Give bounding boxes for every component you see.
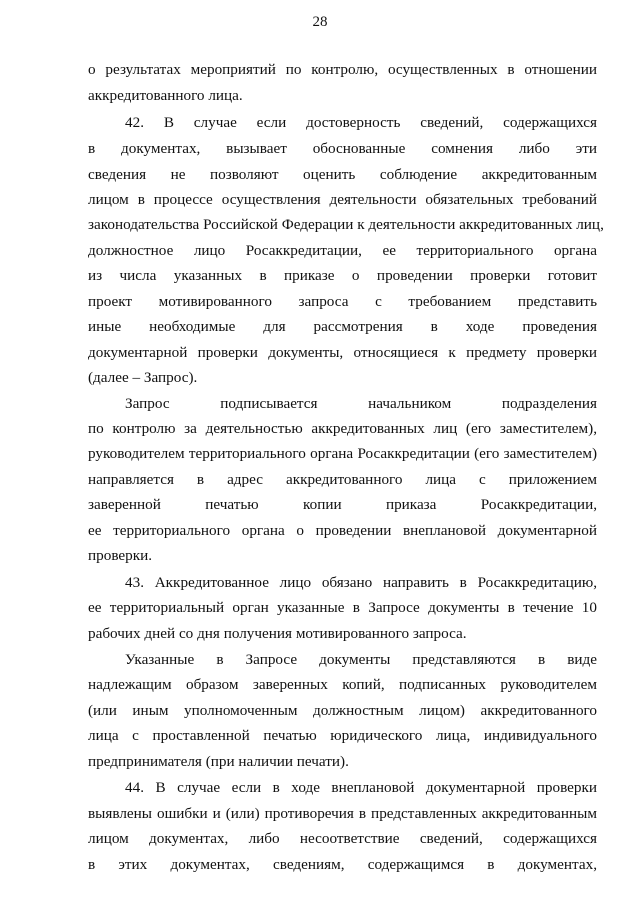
- text-line: выявлены ошибки и (или) противоречия в представленных аккредитованным: [88, 805, 597, 822]
- text-line: о результатах мероприятий по контролю, осуществленных в отношении: [88, 61, 597, 78]
- text-line: Запрос подписывается начальником подразделения: [125, 395, 597, 412]
- text-line: лица с проставленной печатью юридического лица, индивидуального: [88, 727, 597, 744]
- text-line: 42. В случае если достоверность сведений, содержащихся: [125, 114, 597, 131]
- text-line: (далее – Запрос).: [88, 369, 198, 386]
- text-line: проект мотивированного запроса с требованием представить: [88, 293, 597, 310]
- text-line: сведения не позволяют оценить соблюдение аккредитованным: [88, 166, 597, 183]
- text-line: ее территориального органа о проведении внеплановой документарной: [88, 522, 597, 539]
- text-line: 43. Аккредитованное лицо обязано направить в Росаккредитацию,: [125, 574, 597, 591]
- text-line: Указанные в Запросе документы представляются в виде: [125, 651, 597, 668]
- text-line: аккредитованного лица.: [88, 87, 243, 104]
- text-line: предпринимателя (при наличии печати).: [88, 753, 349, 770]
- text-line: (или иным уполномоченным должностным лицом) аккредитованного: [88, 702, 597, 719]
- text-line: по контролю за деятельностью аккредитованных лиц (его заместителем),: [88, 420, 597, 437]
- page-number: 28: [312, 14, 328, 30]
- text-line: документарной проверки документы, относящиеся к предмету проверки: [88, 344, 597, 361]
- text-line: в этих документах, сведениям, содержащимся в документах,: [88, 856, 597, 873]
- text-line: заверенной печатью копии приказа Росаккредитации,: [88, 496, 597, 513]
- text-line: в документах, вызывает обоснованные сомнения либо эти: [88, 140, 597, 157]
- text-line: ее территориальный орган указанные в Запросе документы в течение 10: [88, 599, 597, 616]
- text-line: должностное лицо Росаккредитации, ее территориального органа: [88, 242, 597, 259]
- text-line: руководителем территориального органа Росаккредитации (его заместителем): [88, 445, 597, 462]
- text-line: направляется в адрес аккредитованного лица с приложением: [88, 471, 597, 488]
- text-line: лицом в процессе осуществления деятельности обязательных требований: [88, 191, 597, 208]
- text-line: надлежащим образом заверенных копий, подписанных руководителем: [88, 676, 597, 693]
- text-line: лицом документах, либо несоответствие сведений, содержащихся: [88, 830, 597, 847]
- text-line: из числа указанных в приказе о проведении проверки готовит: [88, 267, 597, 284]
- text-line: иные необходимые для рассмотрения в ходе проведения: [88, 318, 597, 335]
- text-line: законодательства Российской Федерации к деятельности аккредитованных лиц,: [88, 216, 604, 233]
- text-line: проверки.: [88, 547, 153, 564]
- text-line: 44. В случае если в ходе внеплановой документарной проверки: [125, 779, 597, 796]
- text-line: рабочих дней со дня получения мотивированного запроса.: [88, 625, 467, 642]
